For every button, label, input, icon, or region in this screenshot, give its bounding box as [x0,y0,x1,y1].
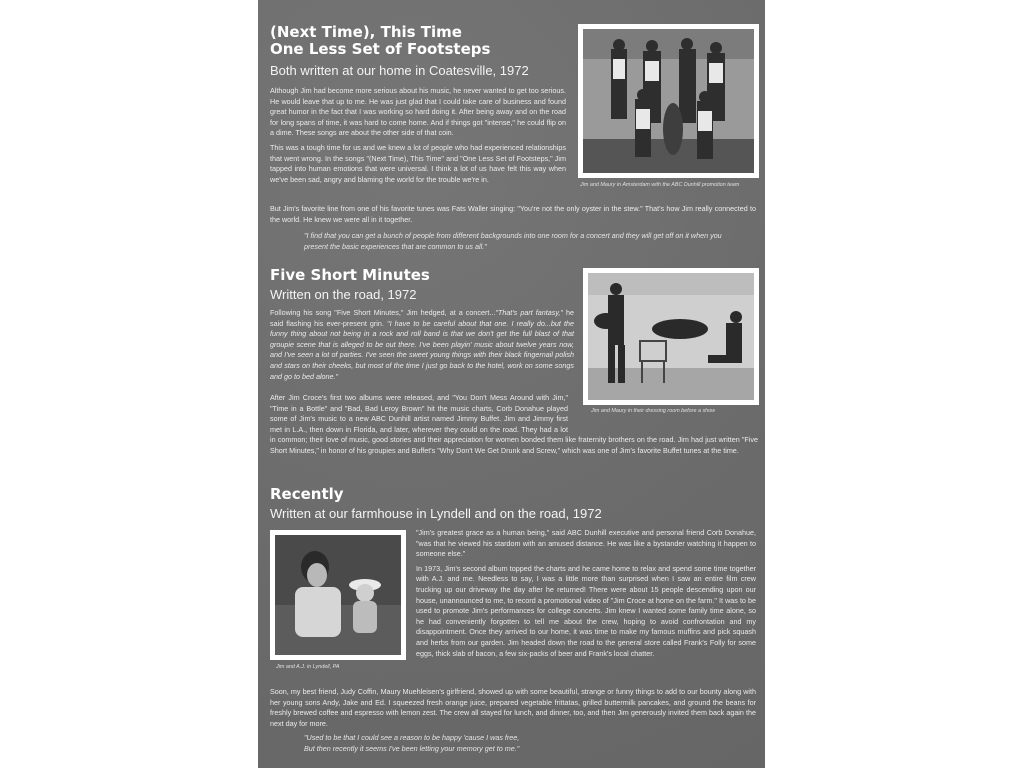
photo-amsterdam-image [583,29,754,173]
section1-body-wide [270,204,756,252]
section2-para1-mid: he said flashing his ever-present grin. [270,308,574,328]
section1-body [270,86,566,189]
section2-title: Five Short Minutes [270,266,430,284]
section3-body-wide [270,687,756,754]
section1-quote: "I find that you can get a bunch of people from different backgrounds into one room for a concert and they will get off on it when you present the basic experiences that are common to us all." [304,231,722,251]
section1-subtitle: Both written at our home in Coatesville, 1972 [270,63,529,78]
section3-body [416,528,756,663]
photo-amsterdam [578,24,759,178]
section1-para2: This was a tough time for us and we knew a lot of people who had experienced relationships that went wrong. In the songs "(Next Time), This Time" and "One Less Set of Footsteps," Jim tapped into human emotions that were universal. I think a lot of us have felt this way when we've been sad, angry and blaming the world for the trouble we're in. [270,142,566,184]
photo-lyndell [270,530,406,660]
section2-para1-quote2: "I have to be careful about that one. I really do...but the funny thing about not being in a rock and roll band is that we don't get the full blast of that groupie scene that is alleged to be out there. I've been playin' music about twelve years now, and I've seen a lot of parties. I've seen the sweet young things with their black fingernail polish and stars on their cheeks, but most of the time I just go back to the hotel, work on some songs and go to bed alone." [270,318,574,381]
section2-subtitle: Written on the road, 1972 [270,287,417,302]
section3-para3: Soon, my best friend, Judy Coffin, Maury Muehleisen's girlfriend, showed up with some beautiful, strange or funny things to add to our bounty along with her young sons Andy, Jake and Ed. I squeezed fresh orange juice, prepared vegetable frittatas, grilled buttermilk pancakes, and ground the beans for freshly brewed coffee and espresso with lemon zest. The crew all stayed for lunch, and dinner, too, and then Jim generously invited them back again the next day for more. [270,687,756,728]
section-five-short-minutes [270,267,570,302]
section3-quote-line2: But then recently it seems I've been letting your memory get to me." [304,743,520,753]
section3-para2: In 1973, Jim's second album topped the charts and he came home to relax and spend some time together with A.J. and me. Needless to say, I was a little more than surprised when I saw an entire film crew trucking up our driveway the day after he returned! There were about 15 people descending upon our house, unannounced to me, to record a promotional video of "Jim Croce at home on the farm." It was to be used to promote Jim's performances for college concerts. Jim knew I wanted some family time alone, so he had conveniently forgotten to tell me about the crew, hoping to avoid confrontation and my disappointment. Once they arrived to our home, it was time to make my famous muffins and pick squash and herbs from our garden. Jim headed down the road to the general store called Frank's Folly for some eggs, thick slab of bacon, a few six-packs of beer and Frank's local chatter. [416,563,756,658]
section2-para2-text: After Jim Croce's first two albums were released, and "You Don't Mess Around with Jim," "Time in a Bottle" and "Bad, Bad Leroy Brown" hit the music charts, Corb Donahue played some of Jim's music to a new ABC Dunhill artist named Jimmy Buffet. Jim and Jimmy first met in L.A., then down in Florida, and later, wherever they could on the road. They had a lot in common; their love of music, good stories and their appreciation for women bonded them like fraternity brothers on the road. Jim had just written "Five Short Minutes," in honor of his groupies and Buffet's "Why Don't We Get Drunk and Screw," which was one of Jim's favorite Buffet tunes at the time. [270,393,758,455]
section2-para1 [270,308,574,382]
section1-title-line2: One Less Set of Footsteps [270,40,491,58]
photo-dressing-room-image [588,273,754,400]
section3-subtitle: Written at our farmhouse in Lyndell and on the road, 1972 [270,506,602,521]
section3-title: Recently [270,485,344,503]
section1-para1: Although Jim had become more serious about his music, he never wanted to get too serious. He would leave that up to me. He was just glad that I could take care of business and found great humor in the fact that I was working so hard doing it. After being away and on the road for long spans of time, it was hard to come home. And if things got "intense," he could flip on a dime. These songs are about the other side of that coin. [270,86,566,138]
section3-quote-line1: "Used to be that I could see a reason to be happy 'cause I was free, [304,733,520,743]
photo-lyndell-caption: Jim and A.J. in Lyndell, PA [276,664,340,670]
photo-dressing-room [583,268,759,405]
section1-title-line1: (Next Time), This Time [270,23,462,41]
photo-dressing-room-caption: Jim and Maury in their dressing room before a show [591,408,716,414]
section-next-time [270,24,570,78]
section2-para1-quote1: "That's part fantasy," [495,308,563,317]
photo-amsterdam-caption: Jim and Maury in Amsterdam with the ABC Dunhill promotion team [580,182,740,188]
photo-lyndell-image [275,535,401,655]
section3-para1: "Jim's greatest grace as a human being," said ABC Dunhill executive and personal friend Corb Donahue, "was that he viewed his stardom with an amused distance. He was like a bystander watching it happen to someone else." [416,528,756,559]
section-recently [270,486,750,521]
document-page [258,0,765,768]
section1-para3: But Jim's favorite line from one of his favorite tunes was Fats Waller singing: "You're not the only oyster in the stew." That's how Jim really connected to the world. He knew we were all in it together. [270,204,756,224]
section2-body [270,308,574,386]
section2-para1-start: Following his song "Five Short Minutes," Jim hedged, at a concert... [270,308,496,317]
